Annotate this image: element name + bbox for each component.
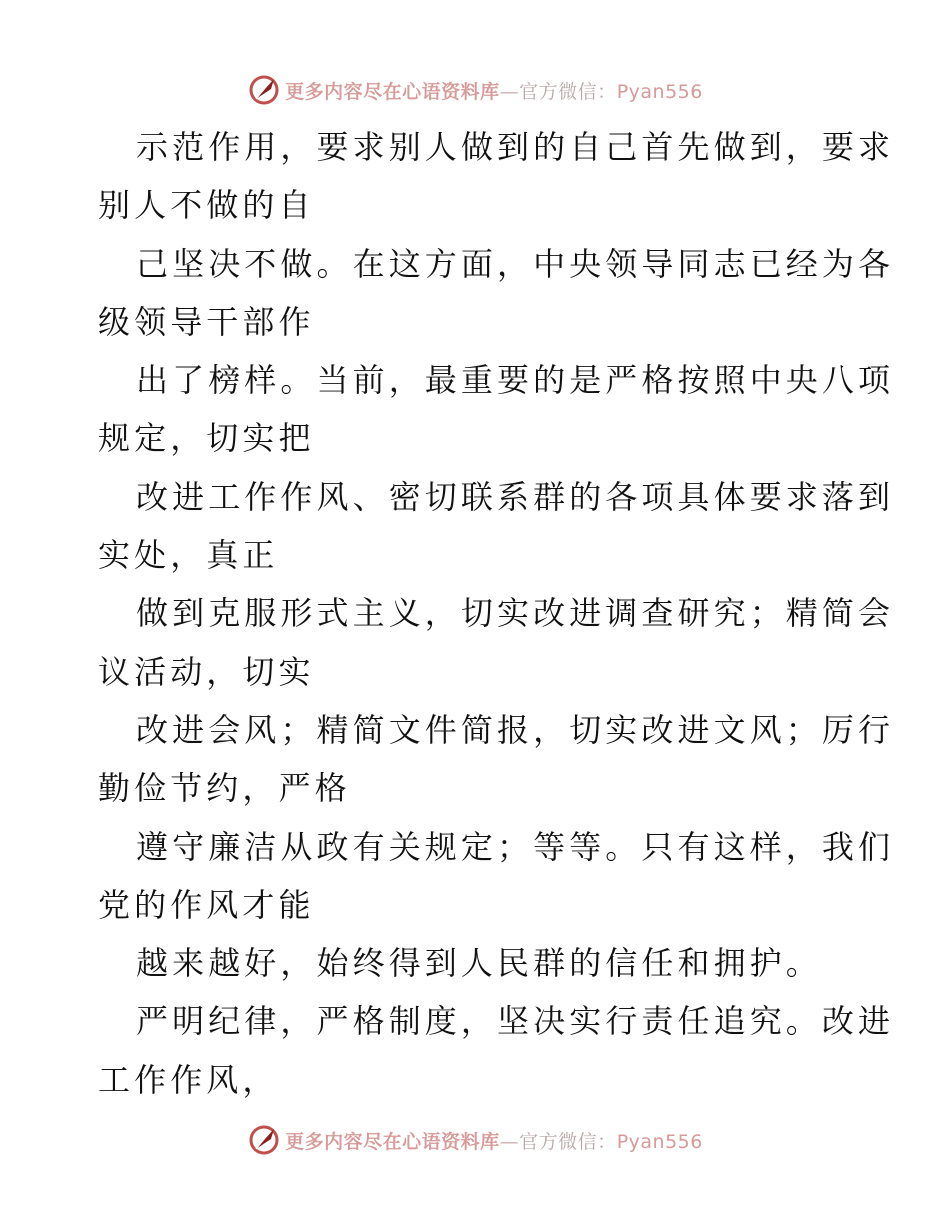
text-line: 工作作风， (98, 1060, 279, 1099)
text-line: 遵守廉洁从政有关规定；等等。只有这样，我们 (136, 827, 895, 866)
header-separator: — (499, 80, 520, 103)
footer-wechat-id: Pyan556 (616, 1130, 703, 1153)
quill-pen-icon (247, 1123, 281, 1157)
text-line: 改进工作作风、密切联系群的各项具体要求落到 (136, 477, 895, 516)
footer-wechat-label: 官方微信： (519, 1130, 617, 1153)
footer-text (285, 1127, 703, 1154)
text-line: 别人不做的自 (98, 186, 315, 225)
footer-brand: 更多内容尽在心语资料库 (285, 1130, 500, 1153)
header-brand: 更多内容尽在心语资料库 (285, 80, 500, 103)
header-wechat-label: 官方微信： (519, 80, 617, 103)
text-line: 级领导干部作 (98, 302, 315, 341)
text-line: 示范作用，要求别人做到的自己首先做到，要求 (136, 128, 895, 166)
header-banner (0, 70, 950, 110)
text-line: 越来越好，始终得到人民群的信任和拥护。 (136, 944, 822, 983)
text-line: 严明纪律，严格制度，坚决实行责任追究。改进 (136, 1002, 895, 1041)
text-line: 改进会风；精简文件简报，切实改进文风；厉行 (136, 710, 895, 749)
text-line: 己坚决不做。在这方面，中央领导同志已经为各 (136, 244, 895, 283)
text-line: 勤俭节约，严格 (98, 769, 351, 808)
document-body (98, 118, 895, 1109)
header-wechat-id: Pyan556 (616, 80, 703, 103)
text-line: 议活动，切实 (98, 652, 315, 691)
footer-banner (0, 1120, 950, 1160)
text-line: 做到克服形式主义，切实改进调查研究；精简会 (136, 594, 895, 633)
text-line: 规定，切实把 (98, 419, 315, 458)
text-line: 实处，真正 (98, 536, 279, 575)
header-text (285, 77, 703, 104)
quill-pen-icon (247, 73, 281, 107)
text-line: 党的作风才能 (98, 885, 315, 924)
text-line: 出了榜样。当前，最重要的是严格按照中央八项 (136, 361, 895, 400)
footer-separator: — (499, 1130, 520, 1153)
